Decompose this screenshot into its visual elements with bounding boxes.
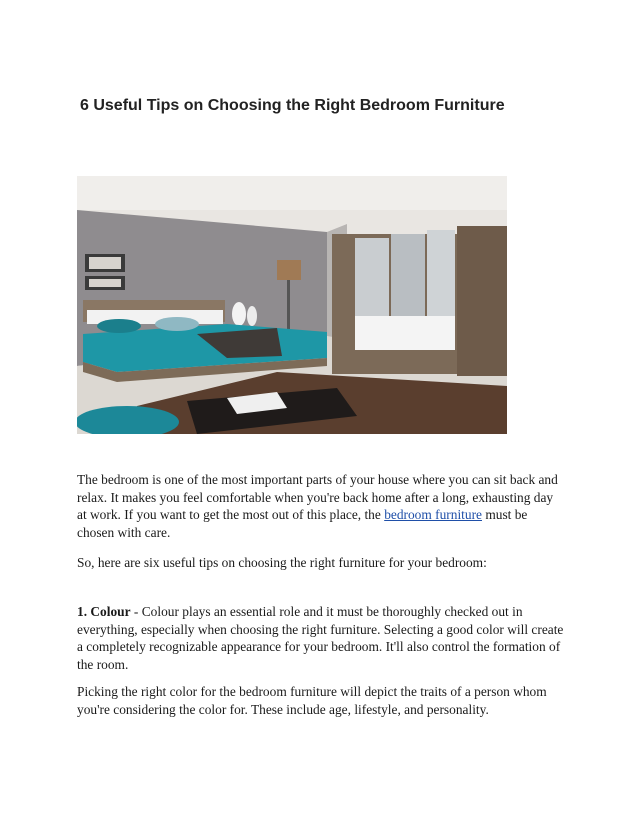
intro-paragraph [77, 471, 565, 541]
intro-text-before: The bedroom is one of the most important parts of your house where you can sit back and relax. It makes you feel comfortable when you're back home after a long, exhausting day at work. If you want to get the most out of this place, the [77, 472, 558, 523]
vase-small [247, 306, 257, 326]
wardrobe-white-panel [355, 316, 455, 350]
bedroom-photo [77, 176, 507, 434]
tip-1-followup-paragraph: Picking the right color for the bedroom furniture will depict the traits of a person whom you're considering the color for. These include age, lifestyle, and personality. [77, 684, 547, 717]
pillow-left [97, 319, 141, 333]
ceiling-band [77, 176, 507, 210]
bedroom-furniture-link[interactable]: bedroom furniture [384, 507, 482, 523]
wardrobe-side [457, 226, 507, 376]
tip-1-heading: 1. Colour [77, 604, 131, 619]
tip-1-body: - Colour plays an essential role and it must be thoroughly checked out in everything, especially when choosing the right furniture. Selecting a good color will create a completely recognizable appearance for your bedroom. It'll also control the formation of the room. [77, 604, 564, 672]
intro-text-after: must be chosen with care. [77, 507, 528, 540]
floor-lamp-shade [277, 260, 301, 280]
tip-1-paragraph [77, 603, 565, 673]
pillow-right [155, 317, 199, 331]
bedroom-photo-icon [77, 176, 507, 434]
vase [232, 302, 246, 326]
page-title: 6 Useful Tips on Choosing the Right Bedroom Furniture [80, 97, 505, 114]
lead-paragraph: So, here are six useful tips on choosing the right furniture for your bedroom: [77, 555, 487, 570]
